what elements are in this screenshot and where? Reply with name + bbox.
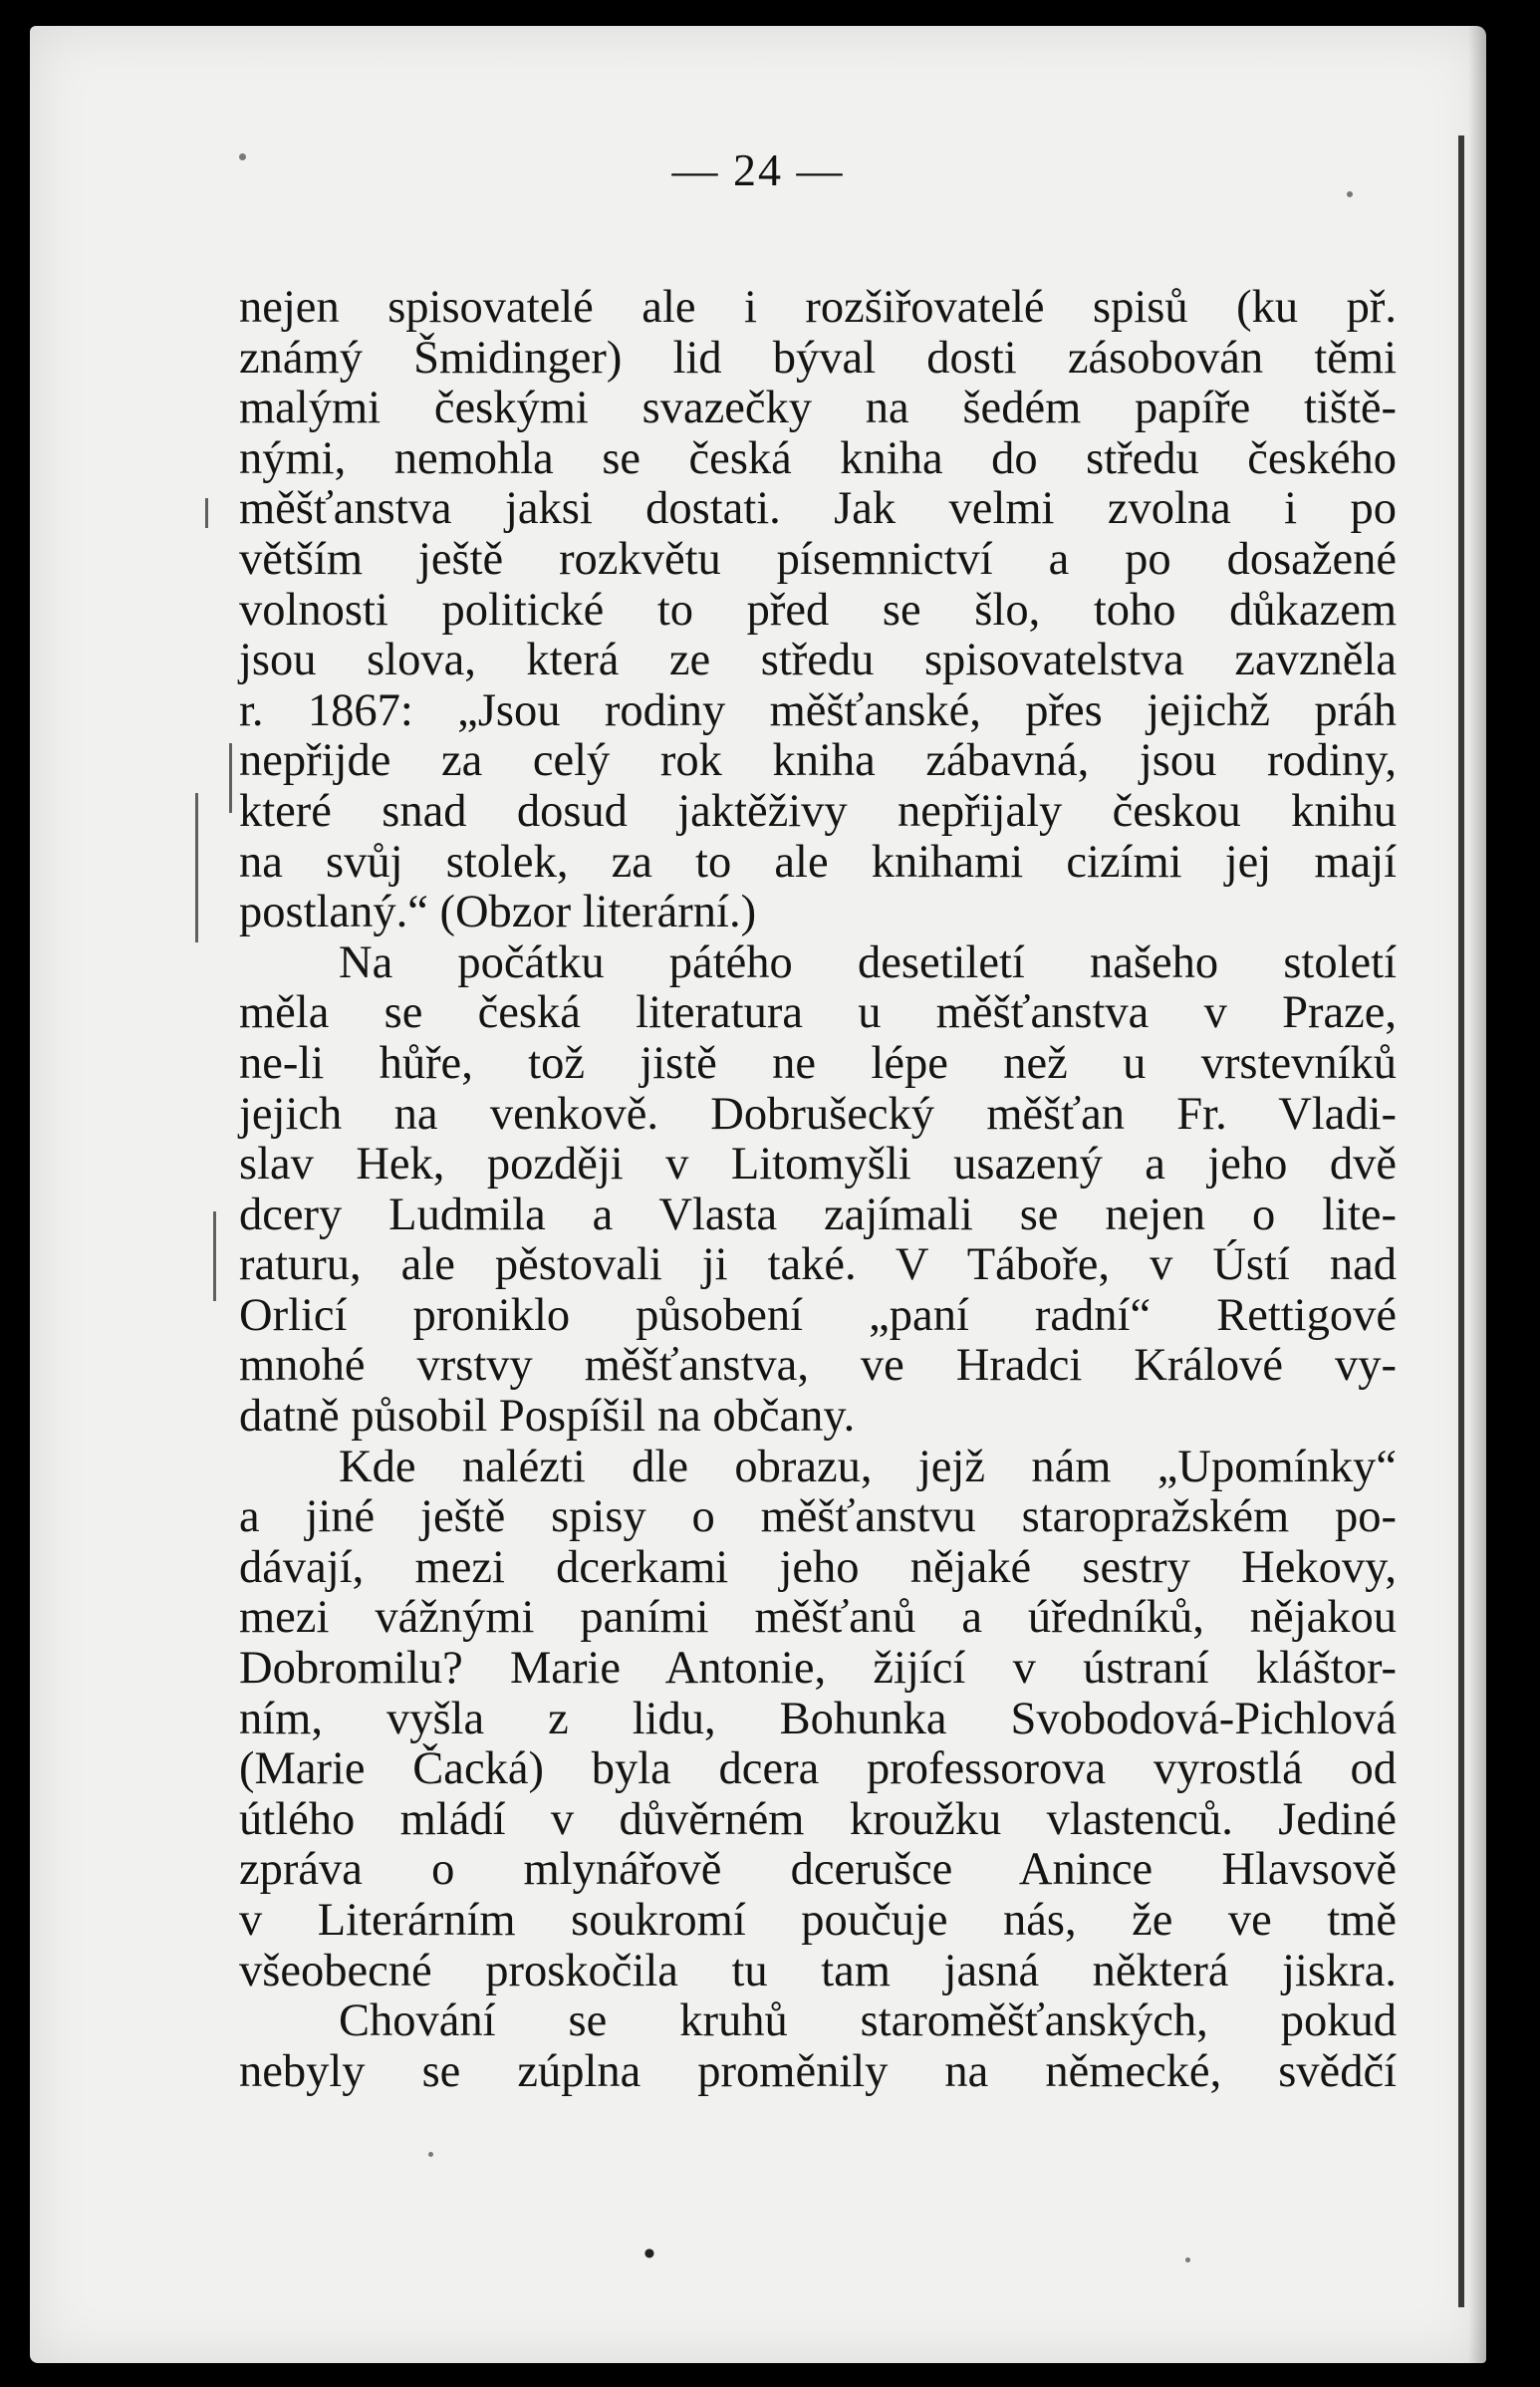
text-line: Orlicí proniklo působení „paní radní“ Rettigové (239, 1289, 1397, 1341)
text-line: Na počátku pátého desetiletí našeho století (339, 936, 1397, 988)
footer-mark: • (643, 2236, 655, 2272)
text-line: raturu, ale pěstovali ji také. V Táboře, v Ústí nad (239, 1239, 1397, 1291)
margin-mark (195, 793, 198, 942)
text-line: mezi vážnými paními měšťanů a úředníků, nějakou (239, 1592, 1397, 1644)
text-line: datně působil Pospíšil na občany. (239, 1391, 856, 1443)
text-line: větším ještě rozkvětu písemnictví a po dosažené (239, 533, 1397, 585)
speck (1185, 2257, 1190, 2262)
text-line: mnohé vrstvy měšťanstva, ve Hradci Králové vy- (239, 1340, 1397, 1392)
text-line: na svůj stolek, za to ale knihami cizími jej mají (239, 836, 1397, 888)
margin-mark (205, 498, 208, 528)
text-line: útlého mládí v důvěrném kroužku vlastenců. Jediné (239, 1793, 1397, 1845)
text-line: slav Hek, později v Litomyšli usazený a jeho dvě (239, 1139, 1397, 1191)
text-line: (Marie Čacká) byla dcera professorova vyrostlá od (239, 1743, 1397, 1795)
speck (239, 153, 246, 160)
text-line: volnosti politické to před se šlo, toho důkazem (239, 584, 1397, 636)
text-line: dcery Ludmila a Vlasta zajímali se nejen o lite- (239, 1189, 1397, 1240)
text-line: postlaný.“ (Obzor literární.) (239, 887, 757, 938)
text-line: měšťanstva jaksi dostati. Jak velmi zvolna i po (239, 483, 1397, 535)
text-line: ním, vyšla z lidu, Bohunka Svobodová-Pichlová (239, 1693, 1397, 1744)
text-line: jsou slova, která ze středu spisovatelstva zavzněla (239, 635, 1397, 686)
text-line: v Literárním soukromí poučuje nás, že ve tmě (239, 1895, 1397, 1946)
text-line: nebyly se zúplna proměnily na německé, svědčí (239, 2045, 1397, 2097)
body-text (239, 283, 1397, 2097)
page-number: — 24 — (671, 144, 845, 195)
margin-mark (229, 743, 232, 813)
speck (1347, 191, 1353, 197)
text-line: nejen spisovatelé ale i rozšiřovatelé spisů (ku př. (239, 282, 1397, 333)
speck (428, 2152, 433, 2157)
text-line: r. 1867: „Jsou rodiny měšťanské, přes jejichž práh (239, 684, 1397, 736)
text-line: ne-li hůře, tož jistě ne lépe než u vrstevníků (239, 1037, 1397, 1089)
text-line: Dobromilu? Marie Antonie, žijící v ústraní kláštor- (239, 1643, 1397, 1695)
text-line: zpráva o mlynářově dcerušce Anince Hlavsově (239, 1844, 1397, 1896)
text-line: nepřijde za celý rok kniha zábavná, jsou rodiny, (239, 735, 1397, 787)
text-line: měla se česká literatura u měšťanstva v Praze, (239, 987, 1397, 1039)
binding-edge (1458, 135, 1464, 2307)
margin-mark (213, 1211, 216, 1301)
text-line: jejich na venkově. Dobrušecký měšťan Fr. Vladi- (239, 1088, 1397, 1140)
text-line: Chování se kruhů staroměšťanských, pokud (339, 1995, 1397, 2047)
book-page (30, 26, 1486, 2363)
text-line: které snad dosud jaktěživy nepřijaly českou knihu (239, 785, 1397, 837)
text-line: a jiné ještě spisy o měšťanstvu staropražském po- (239, 1491, 1397, 1543)
text-line: všeobecné proskočila tu tam jasná některá jiskra. (239, 1945, 1397, 1996)
text-line: dávají, mezi dcerkami jeho nějaké sestry Hekovy, (239, 1541, 1397, 1593)
text-line: známý Šmidinger) lid býval dosti zásobován těmi (239, 332, 1397, 384)
text-line: nými, nemohla se česká kniha do středu českého (239, 432, 1397, 484)
text-line: malými českými svazečky na šedém papíře tiště- (239, 383, 1397, 434)
text-line: Kde nalézti dle obrazu, jejž nám „Upomínky“ (339, 1441, 1397, 1492)
